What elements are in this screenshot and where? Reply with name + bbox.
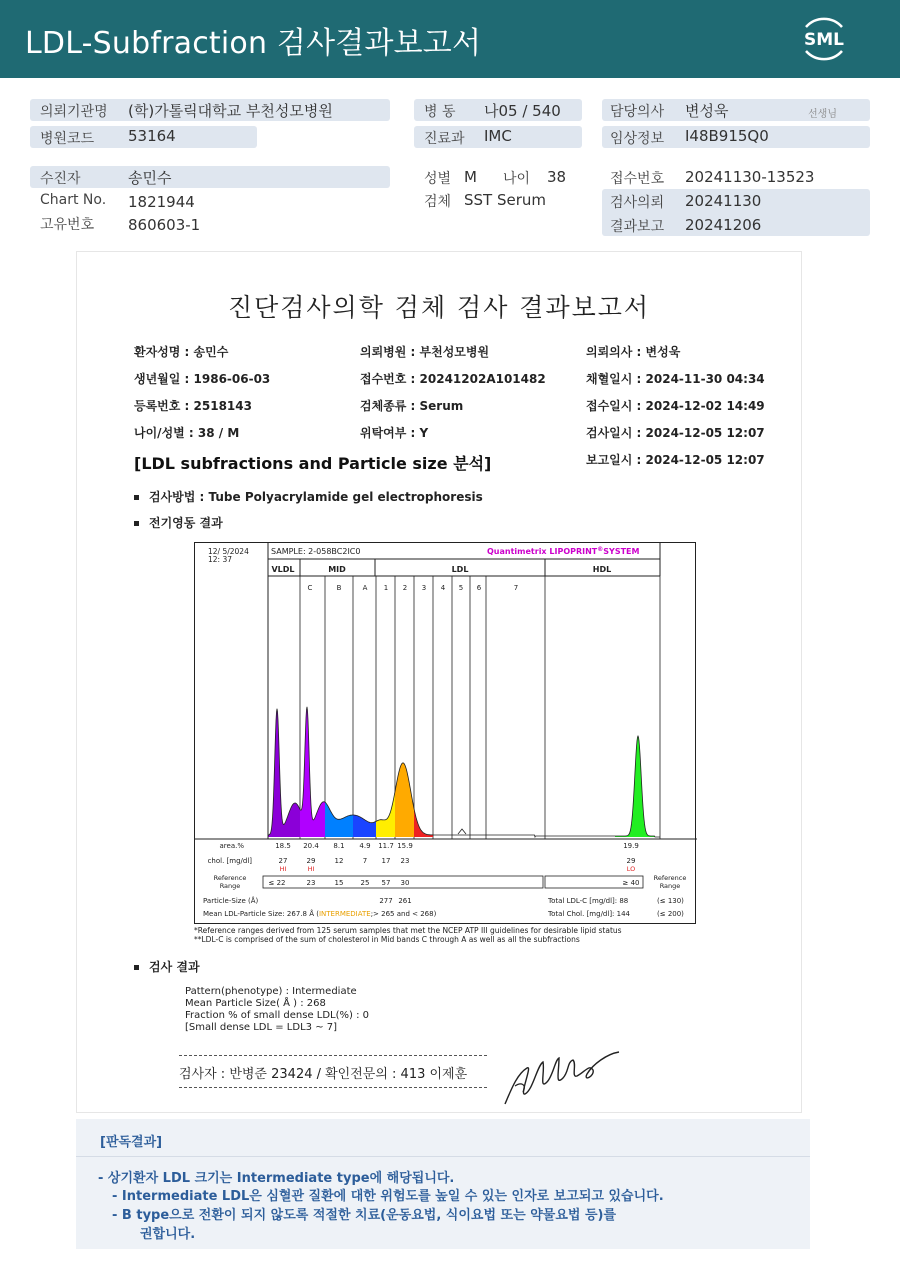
sex-label: 성별 bbox=[424, 171, 452, 187]
chart-label: Chart No. bbox=[40, 192, 107, 208]
small-peak bbox=[458, 829, 466, 834]
sign-line-top bbox=[179, 1055, 487, 1056]
result-mean-size: Mean Particle Size( Å ) : 268 bbox=[185, 998, 326, 1009]
reception-value: 20241130-13523 bbox=[685, 168, 815, 186]
code-value: 53164 bbox=[128, 127, 176, 145]
chol-flag-lo: LO bbox=[626, 865, 636, 873]
area-value: 4.9 bbox=[359, 842, 371, 850]
hdl-area bbox=[615, 736, 660, 837]
sex-value: M bbox=[464, 168, 477, 186]
report-time: 보고일시 : 2024-12-05 12:07 bbox=[586, 453, 765, 467]
doctor-label: 담당의사 bbox=[610, 104, 665, 120]
judgment-title: [판독결과] bbox=[100, 1135, 163, 1150]
doctor-suffix: 선생님 bbox=[808, 109, 837, 120]
electro-text: 전기영동 결과 bbox=[149, 516, 223, 530]
result-pattern: Pattern(phenotype) : Intermediate bbox=[185, 986, 357, 997]
group-label: MID bbox=[328, 565, 346, 574]
judgment-line-4: 권합니다. bbox=[140, 1227, 196, 1242]
chol-value: 27 bbox=[278, 857, 288, 865]
group-label: HDL bbox=[592, 565, 612, 574]
consignment: 위탁여부 : Y bbox=[360, 426, 429, 440]
result-item bbox=[134, 958, 200, 975]
blood-draw-time: 채혈일시 : 2024-11-30 04:34 bbox=[586, 372, 765, 386]
area-value: 15.9 bbox=[397, 842, 413, 850]
mid-a-area bbox=[353, 815, 376, 837]
ref-label: Reference bbox=[213, 874, 247, 882]
chol-value: 23 bbox=[400, 857, 410, 865]
institution-value: (학)가톨릭대학교 부천성모병원 bbox=[128, 102, 333, 120]
area-value: 20.4 bbox=[303, 842, 319, 850]
ref-value: ≤ 22 bbox=[268, 879, 286, 887]
age-sex: 나이/성별 : 38 / M bbox=[134, 426, 240, 440]
result-report-value: 20241206 bbox=[685, 216, 762, 234]
chart-brand: Quantimetrix LIPOPRINT®SYSTEM bbox=[487, 546, 640, 556]
reception-label: 접수번호 bbox=[610, 171, 665, 187]
result-report-label: 결과보고 bbox=[610, 219, 665, 235]
chol-value: 17 bbox=[381, 857, 391, 865]
particle-label: Particle-Size (Å) bbox=[203, 897, 259, 905]
test-time: 검사일시 : 2024-12-05 12:07 bbox=[586, 426, 765, 440]
clinical-value: I48B915Q0 bbox=[685, 127, 769, 145]
method-text: 검사방법 : Tube Polyacrylamide gel electrophoresis bbox=[149, 490, 483, 504]
inspector-line: 검사자 : 반병준 23424 / 확인전문의 : 413 이제훈 bbox=[179, 1067, 468, 1082]
clinical-label: 임상정보 bbox=[610, 131, 665, 147]
judgment-panel bbox=[76, 1119, 810, 1249]
dept-value: IMC bbox=[484, 127, 512, 145]
note-1: *Reference ranges derived from 125 serum samples that met the NCEP ATP III guidelines for desirable lipid status bbox=[194, 926, 622, 935]
patient-name: 환자성명 : 송민수 bbox=[134, 345, 229, 359]
band-label: 2 bbox=[402, 584, 408, 592]
request-doctor: 의뢰의사 : 변성욱 bbox=[586, 345, 681, 359]
specimen-type: 검체종류 : Serum bbox=[360, 399, 464, 413]
chol-value: 7 bbox=[362, 857, 368, 865]
ref-value: 30 bbox=[400, 879, 410, 887]
logo-text: SML bbox=[804, 30, 844, 50]
ldl1-area bbox=[376, 792, 395, 837]
band-label: 6 bbox=[476, 584, 482, 592]
bullet-icon bbox=[134, 965, 139, 970]
ref-value: 25 bbox=[360, 879, 370, 887]
specimen-value: SST Serum bbox=[464, 191, 547, 209]
chart-notes bbox=[194, 926, 622, 944]
unique-label: 고유번호 bbox=[40, 217, 95, 233]
report-title: 진단검사의학 검체 검사 결과보고서 bbox=[227, 293, 651, 322]
mean-size-text: Mean LDL-Particle Size: 267.8 Å (INTERMEDIATE;> 265 and < 268) bbox=[203, 910, 437, 918]
doctor-value: 변성욱 bbox=[685, 102, 729, 120]
area-value: 19.9 bbox=[623, 842, 639, 850]
chart-time: 12: 37 bbox=[208, 555, 232, 564]
ref-value: 23 bbox=[306, 879, 316, 887]
reception-number: 접수번호 : 20241202A101482 bbox=[360, 372, 546, 386]
ref-value: 57 bbox=[381, 879, 391, 887]
result-fraction: Fraction % of small dense LDL(%) : 0 bbox=[185, 1010, 370, 1021]
electrophoresis-chart bbox=[194, 542, 696, 924]
request-label: 검사의뢰 bbox=[610, 195, 665, 211]
bullet-icon bbox=[134, 521, 139, 526]
group-label: LDL bbox=[451, 565, 469, 574]
group-label: VLDL bbox=[271, 565, 295, 574]
band-label: C bbox=[307, 584, 313, 592]
band-label: 1 bbox=[383, 584, 389, 592]
patient-value: 송민수 bbox=[128, 169, 172, 187]
total-ldl: Total LDL-C [mg/dl]: 88 bbox=[548, 897, 629, 905]
dept-label: 진료과 bbox=[424, 131, 465, 147]
reception-time: 접수일시 : 2024-12-02 14:49 bbox=[586, 399, 765, 413]
section-title: [LDL subfractions and Particle size 분석] bbox=[134, 454, 492, 473]
page-title: LDL-Subfraction 검사결과보고서 bbox=[25, 26, 482, 61]
area-value: 11.7 bbox=[378, 842, 394, 850]
note-2: **LDL-C is comprised of the sum of cholesterol in Mid bands C through A as well as all the subfractions bbox=[194, 935, 580, 944]
chol-value: 29 bbox=[306, 857, 316, 865]
bullet-icon bbox=[134, 495, 139, 500]
judgment-line-1: - 상기환자 LDL 크기는 Intermediate type에 해당됩니다. bbox=[98, 1171, 455, 1186]
chart-date: 12/ 5/2024 bbox=[208, 547, 249, 556]
particle-value: 261 bbox=[398, 897, 412, 905]
area-value: 8.1 bbox=[333, 842, 345, 850]
judgment-line-3: - B type으로 전환이 되지 않도록 적절한 치료(운동요법, 식이요법 또는 약물요법 등)를 bbox=[112, 1208, 617, 1223]
ldl2-area bbox=[395, 763, 414, 837]
result-head: 검사 결과 bbox=[149, 960, 200, 974]
registration-number: 등록번호 : 2518143 bbox=[134, 399, 252, 413]
request-hospital: 의뢰병원 : 부천성모병원 bbox=[360, 345, 490, 359]
chart-sample: SAMPLE: 2-058BC2IC0 bbox=[271, 547, 361, 556]
band-label: 5 bbox=[458, 584, 464, 592]
chol-flag-hi: HI bbox=[279, 865, 287, 873]
chol-value: 12 bbox=[334, 857, 344, 865]
chol-label: chol. [mg/dl] bbox=[207, 857, 252, 865]
band-label: B bbox=[336, 584, 342, 592]
age-label: 나이 bbox=[503, 171, 531, 187]
ref-label: Range bbox=[219, 882, 241, 890]
patient-label: 수진자 bbox=[40, 171, 81, 187]
total-chol-ref: (≤ 200) bbox=[657, 910, 684, 918]
sign-line-bottom bbox=[179, 1087, 487, 1088]
area-label: area.% bbox=[219, 842, 244, 850]
signature-image bbox=[497, 1042, 627, 1112]
ref-right-label: Reference bbox=[653, 874, 687, 882]
band-label: A bbox=[362, 584, 368, 592]
ref-right-label: Range bbox=[659, 882, 681, 890]
ref-value: ≥ 40 bbox=[622, 879, 640, 887]
result-sdldl: [Small dense LDL = LDL3 ~ 7] bbox=[185, 1022, 338, 1033]
sml-logo-icon bbox=[796, 13, 852, 65]
judgment-divider bbox=[76, 1156, 810, 1157]
particle-value: 277 bbox=[379, 897, 393, 905]
ward-value: 나05 / 540 bbox=[484, 102, 561, 120]
total-chol: Total Chol. [mg/dl]: 144 bbox=[548, 910, 630, 918]
chol-value: 29 bbox=[626, 857, 636, 865]
institution-label: 의뢰기관명 bbox=[40, 104, 108, 120]
ward-label: 병 동 bbox=[424, 104, 456, 120]
header-bar bbox=[0, 0, 900, 78]
code-label: 병원코드 bbox=[40, 131, 95, 147]
age-value: 38 bbox=[547, 168, 567, 186]
chol-flag-hi: HI bbox=[307, 865, 315, 873]
unique-value: 860603-1 bbox=[128, 216, 201, 234]
band-label: 4 bbox=[440, 584, 446, 592]
total-ldl-ref: (≤ 130) bbox=[657, 897, 684, 905]
report-document bbox=[76, 251, 802, 1113]
judgment-line-2: - Intermediate LDL은 심혈관 질환에 대한 위험도를 높일 수 있는 인자로 보고되고 있습니다. bbox=[112, 1189, 664, 1204]
band-label: 7 bbox=[513, 584, 519, 592]
method-item bbox=[134, 488, 483, 505]
patient-bar bbox=[30, 166, 390, 188]
request-value: 20241130 bbox=[685, 192, 762, 210]
area-value: 18.5 bbox=[275, 842, 291, 850]
band-label: 3 bbox=[421, 584, 427, 592]
birth-date: 생년월일 : 1986-06-03 bbox=[134, 372, 271, 386]
specimen-label: 검체 bbox=[424, 194, 452, 210]
ref-value: 15 bbox=[334, 879, 344, 887]
chart-value: 1821944 bbox=[128, 193, 195, 211]
electro-item bbox=[134, 514, 223, 531]
